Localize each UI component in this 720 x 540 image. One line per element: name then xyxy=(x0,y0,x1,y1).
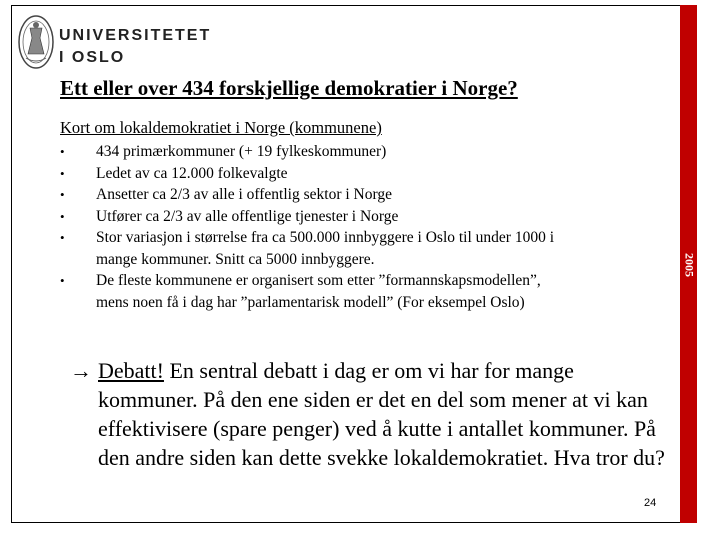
page-number: 24 xyxy=(644,497,657,509)
bullet-text: Utfører ca 2/3 av alle offentlige tjenester i Norge xyxy=(96,207,399,225)
year-label-box xyxy=(680,245,697,285)
logo-text-line1: UNIVERSITETET xyxy=(59,27,212,44)
bullet-item xyxy=(60,270,560,313)
bullet-text: Stor variasjon i størrelse fra ca 500.000 innbyggere i Oslo til under 1000 i mange kommuner. Snitt ca 5000 innbyggere. xyxy=(96,229,555,268)
debate-text xyxy=(70,356,670,472)
section-heading: Kort om lokaldemokratiet i Norge (kommunene) xyxy=(60,118,382,137)
bullet-icon: • xyxy=(60,165,65,181)
bullet-text: Ansetter ca 2/3 av alle i offentlig sektor i Norge xyxy=(96,186,392,203)
bullet-icon: • xyxy=(60,230,65,245)
bullet-icon: • xyxy=(60,187,65,202)
debate-paragraph xyxy=(70,356,670,472)
university-seal-icon xyxy=(17,14,55,70)
bullet-text: Ledet av ca 12.000 folkevalgte xyxy=(96,164,288,182)
university-logo xyxy=(17,14,212,74)
bullet-list xyxy=(60,141,560,313)
bullet-item xyxy=(60,163,560,185)
debate-lead: Debatt! xyxy=(98,358,164,383)
bullet-icon: • xyxy=(60,273,65,288)
bullet-icon: • xyxy=(60,208,65,224)
slide-title: Ett eller over 434 forskjellige demokratier i Norge? xyxy=(60,76,518,100)
debate-body: En sentral debatt i dag er om vi har for mange kommuner. På den ene siden er det en del som mener at vi kan effektivisere (spare penger) ved å kutte i antallet kommuner. På den andre siden kan dette svekke lokaldemokratiet. Hva tror du? xyxy=(98,358,665,470)
year-sidebar xyxy=(680,5,697,523)
bullet-icon: • xyxy=(60,144,65,159)
bullet-text: De fleste kommunene er organisert som etter ”formannskapsmodellen”, mens noen få i dag har ”parlamentarisk modell” (For eksempel Oslo) xyxy=(96,272,541,311)
bullet-item xyxy=(60,206,560,228)
logo-text-line2: I OSLO xyxy=(59,49,126,66)
arrow-right-icon: → xyxy=(70,358,92,383)
year-label: 2005 xyxy=(682,253,696,277)
bullet-item xyxy=(60,184,560,206)
bullet-item xyxy=(60,227,560,270)
bullet-item xyxy=(60,141,560,163)
bullet-text: 434 primærkommuner (+ 19 fylkeskommuner) xyxy=(96,143,387,160)
